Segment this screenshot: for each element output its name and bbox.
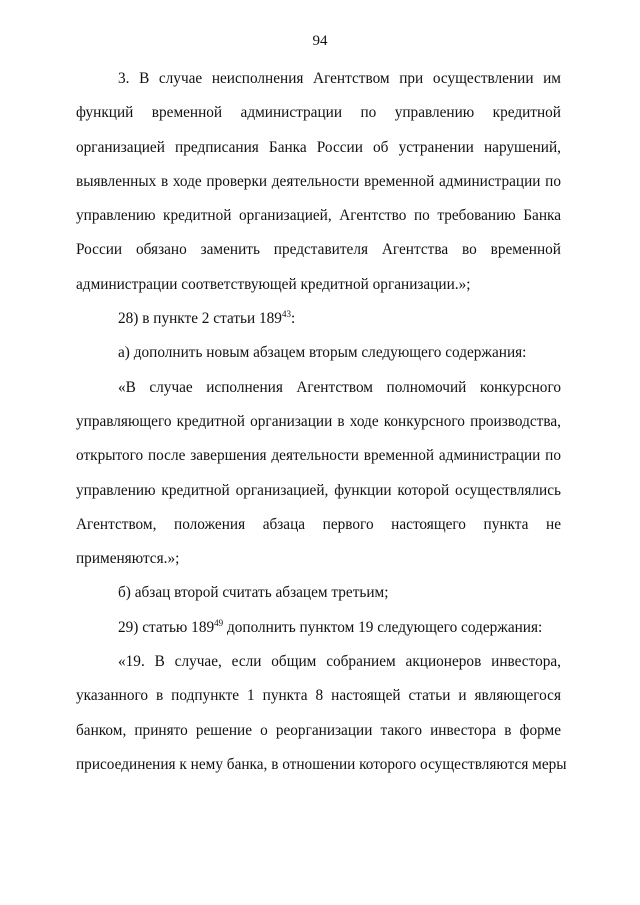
paragraph-item-28 [76,302,561,336]
paragraph-point-19 [76,645,567,782]
item-29-prefix: 29) статью 189 [118,618,215,636]
text-line: «В случае исполнения Агентством полномочий конкурсного [118,378,561,396]
text-line: организацией предписания Банка России об устранении нарушений, [76,138,561,156]
text-line: управлению кредитной организацией, Агентство по требованию Банка [76,207,561,225]
text-line: применяются.»; [76,550,180,568]
text-line: управляющего кредитной организации в ходе конкурсного производства, [76,412,561,430]
item-28-superscript: 43 [281,309,291,320]
text-line: открытого после завершения деятельности временной администрации по [76,447,561,465]
text-line [76,611,561,645]
document-body [76,62,567,782]
text-line: России обязано заменить представителя Агентства во временной [76,241,561,259]
text-line: указанного в подпункте 1 пункта 8 настоящей статьи и являющегося [76,687,561,705]
paragraph-bankruptcy-quote [76,371,561,577]
page-number: 94 [312,33,328,49]
text-line: администрации соответствующей кредитной организации.»; [76,275,471,293]
text-line: присоединения к нему банка, в отношении которого осуществляются меры [76,755,567,773]
text-line: Агентством, положения абзаца первого настоящего пункта не [76,515,561,533]
text-line: выявленных в ходе проверки деятельности временной администрации по [76,172,561,190]
text-line: «19. В случае, если общим собранием акционеров инвестора, [118,653,561,671]
text-line: банком, принято решение о реорганизации такого инвестора в форме [76,721,561,739]
text-line: 3. В случае неисполнения Агентством при осуществлении им [118,70,561,87]
text-line [76,302,561,336]
item-29-superscript: 49 [214,617,224,628]
paragraph-agency-replacement [76,62,561,302]
item-29-suffix: дополнить пунктом 19 следующего содержания: [223,618,543,636]
text-line: б) абзац второй считать абзацем третьим; [118,584,389,602]
text-line: функций временной администрации по управлению кредитной [76,104,561,122]
text-line: управлению кредитной организацией, функции которой осуществлялись [76,481,561,499]
paragraph-item-29 [76,611,561,645]
item-28-prefix: 28) в пункте 2 статьи 189 [118,310,282,328]
paragraph-subitem-b [76,576,561,610]
paragraph-subitem-a [76,336,561,370]
text-line: а) дополнить новым абзацем вторым следующего содержания: [118,344,527,362]
item-28-suffix: : [290,310,296,328]
